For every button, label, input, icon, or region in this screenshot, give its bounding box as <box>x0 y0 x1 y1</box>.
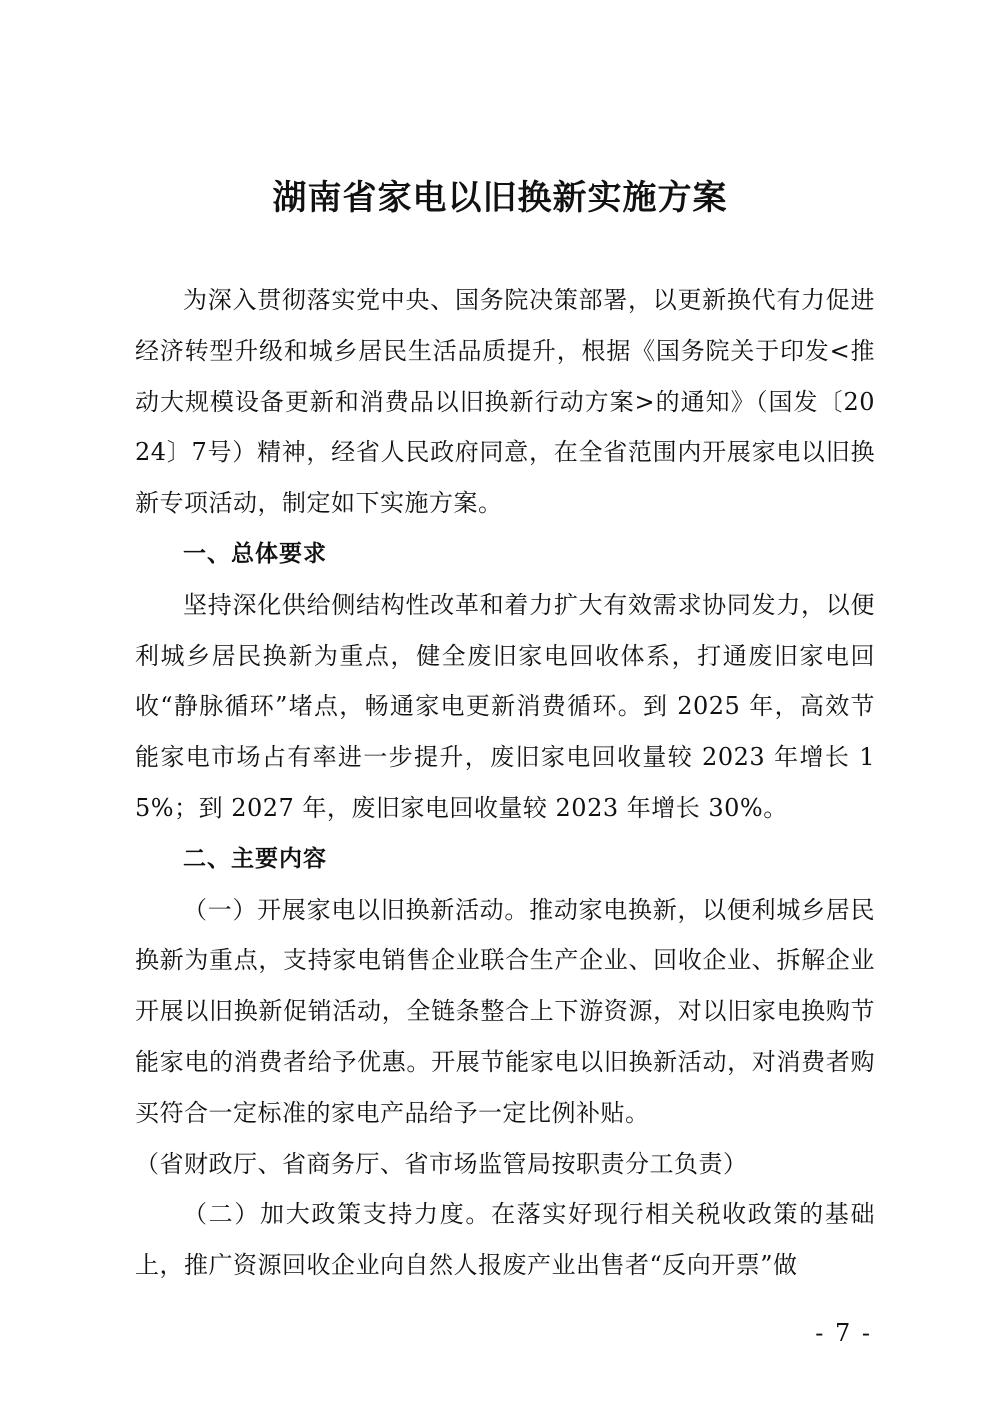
document-title: 湖南省家电以旧换新实施方案 <box>272 178 728 218</box>
item-1-paragraph: （一）开展家电以旧换新活动。推动家电换新，以便利城乡居民换新为重点，支持家电销售企业联合生产企业、回收企业、拆解企业开展以旧换新促销活动，全链条整合上下游资源，对以旧家电换购节能家电的消费者给予优惠。开展节能家电以旧换新活动，对消费者购买符合一定标准的家电产品给予一定比例补贴。 <box>135 895 875 1127</box>
intro-paragraph: 为深入贯彻落实党中央、国务院决策部署，以更新换代有力促进经济转型升级和城乡居民生活品质提升，根据《国务院关于印发<推动大规模设备更新和消费品以旧换新行动方案>的通知》（国发〔2024〕7号）精神，经省人民政府同意，在全省范围内开展家电以旧换新专项活动，制定如下实施方案。 <box>135 286 875 518</box>
overall-requirements-paragraph: 坚持深化供给侧结构性改革和着力扩大有效需求协同发力，以便利城乡居民换新为重点，健全废旧家电回收体系，打通废旧家电回收“静脉循环”堵点，畅通家电更新消费循环。到 2025 年，高效节能家电市场占有率进一步提升，废旧家电回收量较 2023 年增长 15%；到 2027 年，废旧家电回收量较 2023 年增长 30%。 <box>135 590 875 822</box>
document-body <box>135 275 875 1291</box>
page-number: - 7 - <box>815 1319 872 1347</box>
item-2-paragraph: （二）加大政策支持力度。在落实好现行相关税收政策的基础上，推广资源回收企业向自然人报废产业出售者“反向开票”做 <box>135 1200 875 1280</box>
section-heading-overall-requirements: 一、总体要求 <box>183 540 327 567</box>
item-1-responsible-units: （省财政厅、省商务厅、省市场监管局按职责分工负责） <box>135 1149 748 1178</box>
section-heading-main-content: 二、主要内容 <box>183 845 327 872</box>
